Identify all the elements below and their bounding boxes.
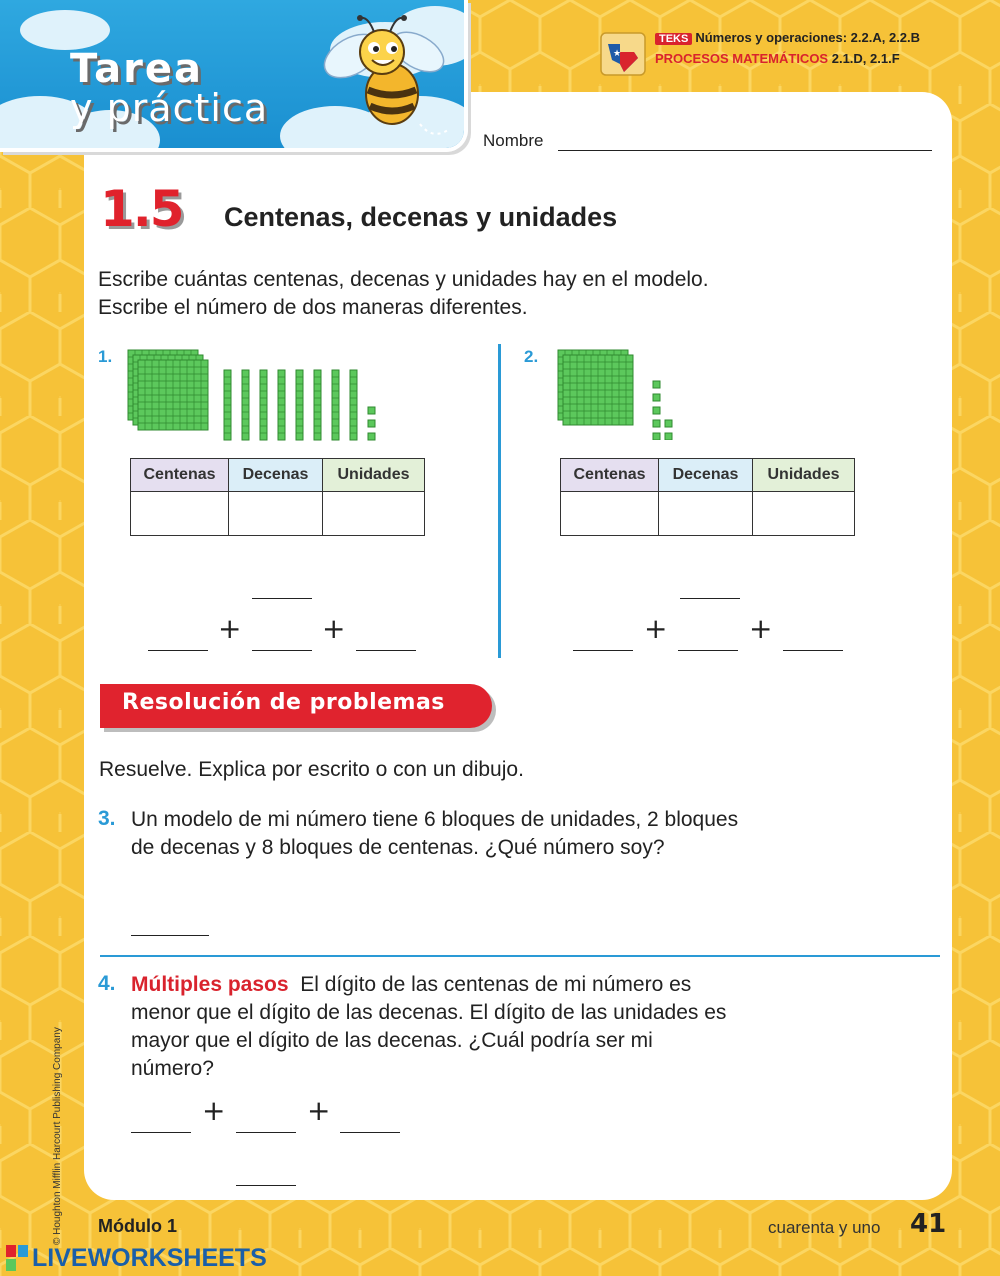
- one-cube: [653, 433, 660, 440]
- page-number: 41: [910, 1209, 947, 1239]
- plus-sign: +: [749, 612, 773, 645]
- header-decenas: Decenas: [229, 459, 323, 492]
- exercise-2-number: 2.: [524, 347, 539, 366]
- one-cube: [653, 407, 660, 414]
- svg-text:★: ★: [613, 49, 622, 59]
- plus-sign: +: [644, 612, 668, 645]
- base-ten-blocks-model-1: [120, 340, 420, 450]
- ten-rod: [224, 370, 231, 440]
- input-centenas-2[interactable]: [561, 492, 659, 536]
- question-4-hundreds-blank[interactable]: [131, 1132, 191, 1133]
- header-banner: [0, 0, 468, 152]
- plus-sign: +: [218, 612, 242, 645]
- one-cube: [368, 433, 375, 440]
- header-centenas: Centenas: [131, 459, 229, 492]
- one-cube: [665, 420, 672, 427]
- header-decenas: Decenas: [659, 459, 753, 492]
- procesos-standards: [655, 51, 900, 66]
- one-cube: [653, 394, 660, 401]
- question-4-number: 4.: [98, 972, 116, 995]
- expanded-tens-blank-2[interactable]: [678, 650, 738, 651]
- teks-text: Números y operaciones: 2.2.A, 2.2.B: [695, 30, 921, 45]
- liveworksheets-logo[interactable]: [6, 1243, 267, 1273]
- input-unidades-2[interactable]: [753, 492, 855, 536]
- expanded-tens-blank-1[interactable]: [252, 650, 312, 651]
- hundred-flat: [138, 360, 208, 430]
- ten-rod: [296, 370, 303, 440]
- expanded-ones-blank-1[interactable]: [356, 650, 416, 651]
- question-4-tens-blank[interactable]: [236, 1132, 296, 1133]
- header-title-line1: Tarea: [70, 46, 203, 92]
- module-label: Módulo 1: [98, 1216, 177, 1236]
- ten-rod: [350, 370, 357, 440]
- input-decenas-2[interactable]: [659, 492, 753, 536]
- bee-mascot-icon: [310, 8, 460, 148]
- question-4-ones-blank[interactable]: [340, 1132, 400, 1133]
- expanded-hundreds-blank-1[interactable]: [148, 650, 208, 651]
- question-3-text: Un modelo de mi número tiene 6 bloques de unidades, 2 bloques de decenas y 8 bloques de centenas. ¿Qué número soy?: [131, 808, 739, 859]
- exercise-1-number: 1.: [98, 347, 113, 366]
- name-label: Nombre: [483, 131, 544, 150]
- procesos-label: PROCESOS MATEMÁTICOS: [655, 51, 829, 66]
- ten-rod: [260, 370, 267, 440]
- multiples-pasos-label: Múltiples pasos: [131, 973, 289, 996]
- ten-rod: [332, 370, 339, 440]
- number-blank-2[interactable]: [680, 598, 740, 599]
- number-blank-1[interactable]: [252, 598, 312, 599]
- problem-solving-title: Resolución de problemas: [122, 690, 445, 715]
- place-value-table-1: [130, 458, 425, 536]
- input-unidades-1[interactable]: [323, 492, 425, 536]
- hundred-flat: [563, 355, 633, 425]
- header-centenas: Centenas: [561, 459, 659, 492]
- one-cube: [368, 420, 375, 427]
- input-centenas-1[interactable]: [131, 492, 229, 536]
- lesson-title: Centenas, decenas y unidades: [224, 202, 618, 232]
- question-4-number-blank[interactable]: [236, 1185, 296, 1186]
- lesson-number: 1.5: [100, 180, 183, 238]
- one-cube: [653, 381, 660, 388]
- expanded-ones-blank-2[interactable]: [783, 650, 843, 651]
- base-ten-blocks-model-2: [550, 340, 750, 440]
- question-divider: [100, 955, 940, 957]
- one-cube: [665, 433, 672, 440]
- header-unidades: Unidades: [323, 459, 425, 492]
- ten-rod: [242, 370, 249, 440]
- teks-standards: [655, 30, 920, 45]
- question-4-body: El dígito de las centenas de mi número es menor que el dígito de las decenas. El dígito de las unidades es mayor que el dígito de las decenas. ¿Cuál podría ser mi número?: [131, 973, 727, 1080]
- header-unidades: Unidades: [753, 459, 855, 492]
- question-3-number: 3.: [98, 807, 116, 830]
- one-cube: [368, 407, 375, 414]
- liveworksheets-brand: LIVEWORKSHEETS: [32, 1243, 267, 1272]
- exercise-divider: [498, 344, 501, 658]
- header-title-line2: y práctica: [70, 86, 269, 130]
- place-value-table-2: [560, 458, 855, 536]
- plus-sign: +: [202, 1094, 226, 1127]
- one-cube: [653, 420, 660, 427]
- ten-rod: [314, 370, 321, 440]
- input-decenas-1[interactable]: [229, 492, 323, 536]
- problem-solving-intro: Resuelve. Explica por escrito o con un dibujo.: [99, 758, 524, 781]
- plus-sign: +: [322, 612, 346, 645]
- instructions-text: Escribe cuántas centenas, decenas y unidades hay en el modelo. Escribe el número de dos maneras diferentes.: [98, 268, 709, 319]
- question-4-text: [131, 971, 741, 1083]
- copyright-text: © Houghton Mifflin Harcourt Publishing Company: [52, 1027, 63, 1245]
- procesos-text: 2.1.D, 2.1.F: [831, 51, 900, 66]
- texas-star-icon: [600, 32, 646, 76]
- ten-rod: [278, 370, 285, 440]
- liveworksheets-icon: [6, 1245, 28, 1271]
- page-number-words: cuarenta y uno: [768, 1218, 881, 1237]
- teks-badge: TEKS: [655, 33, 692, 45]
- plus-sign: +: [307, 1094, 331, 1127]
- name-input-line[interactable]: [558, 150, 932, 151]
- question-3-answer-blank[interactable]: [131, 935, 209, 936]
- expanded-hundreds-blank-2[interactable]: [573, 650, 633, 651]
